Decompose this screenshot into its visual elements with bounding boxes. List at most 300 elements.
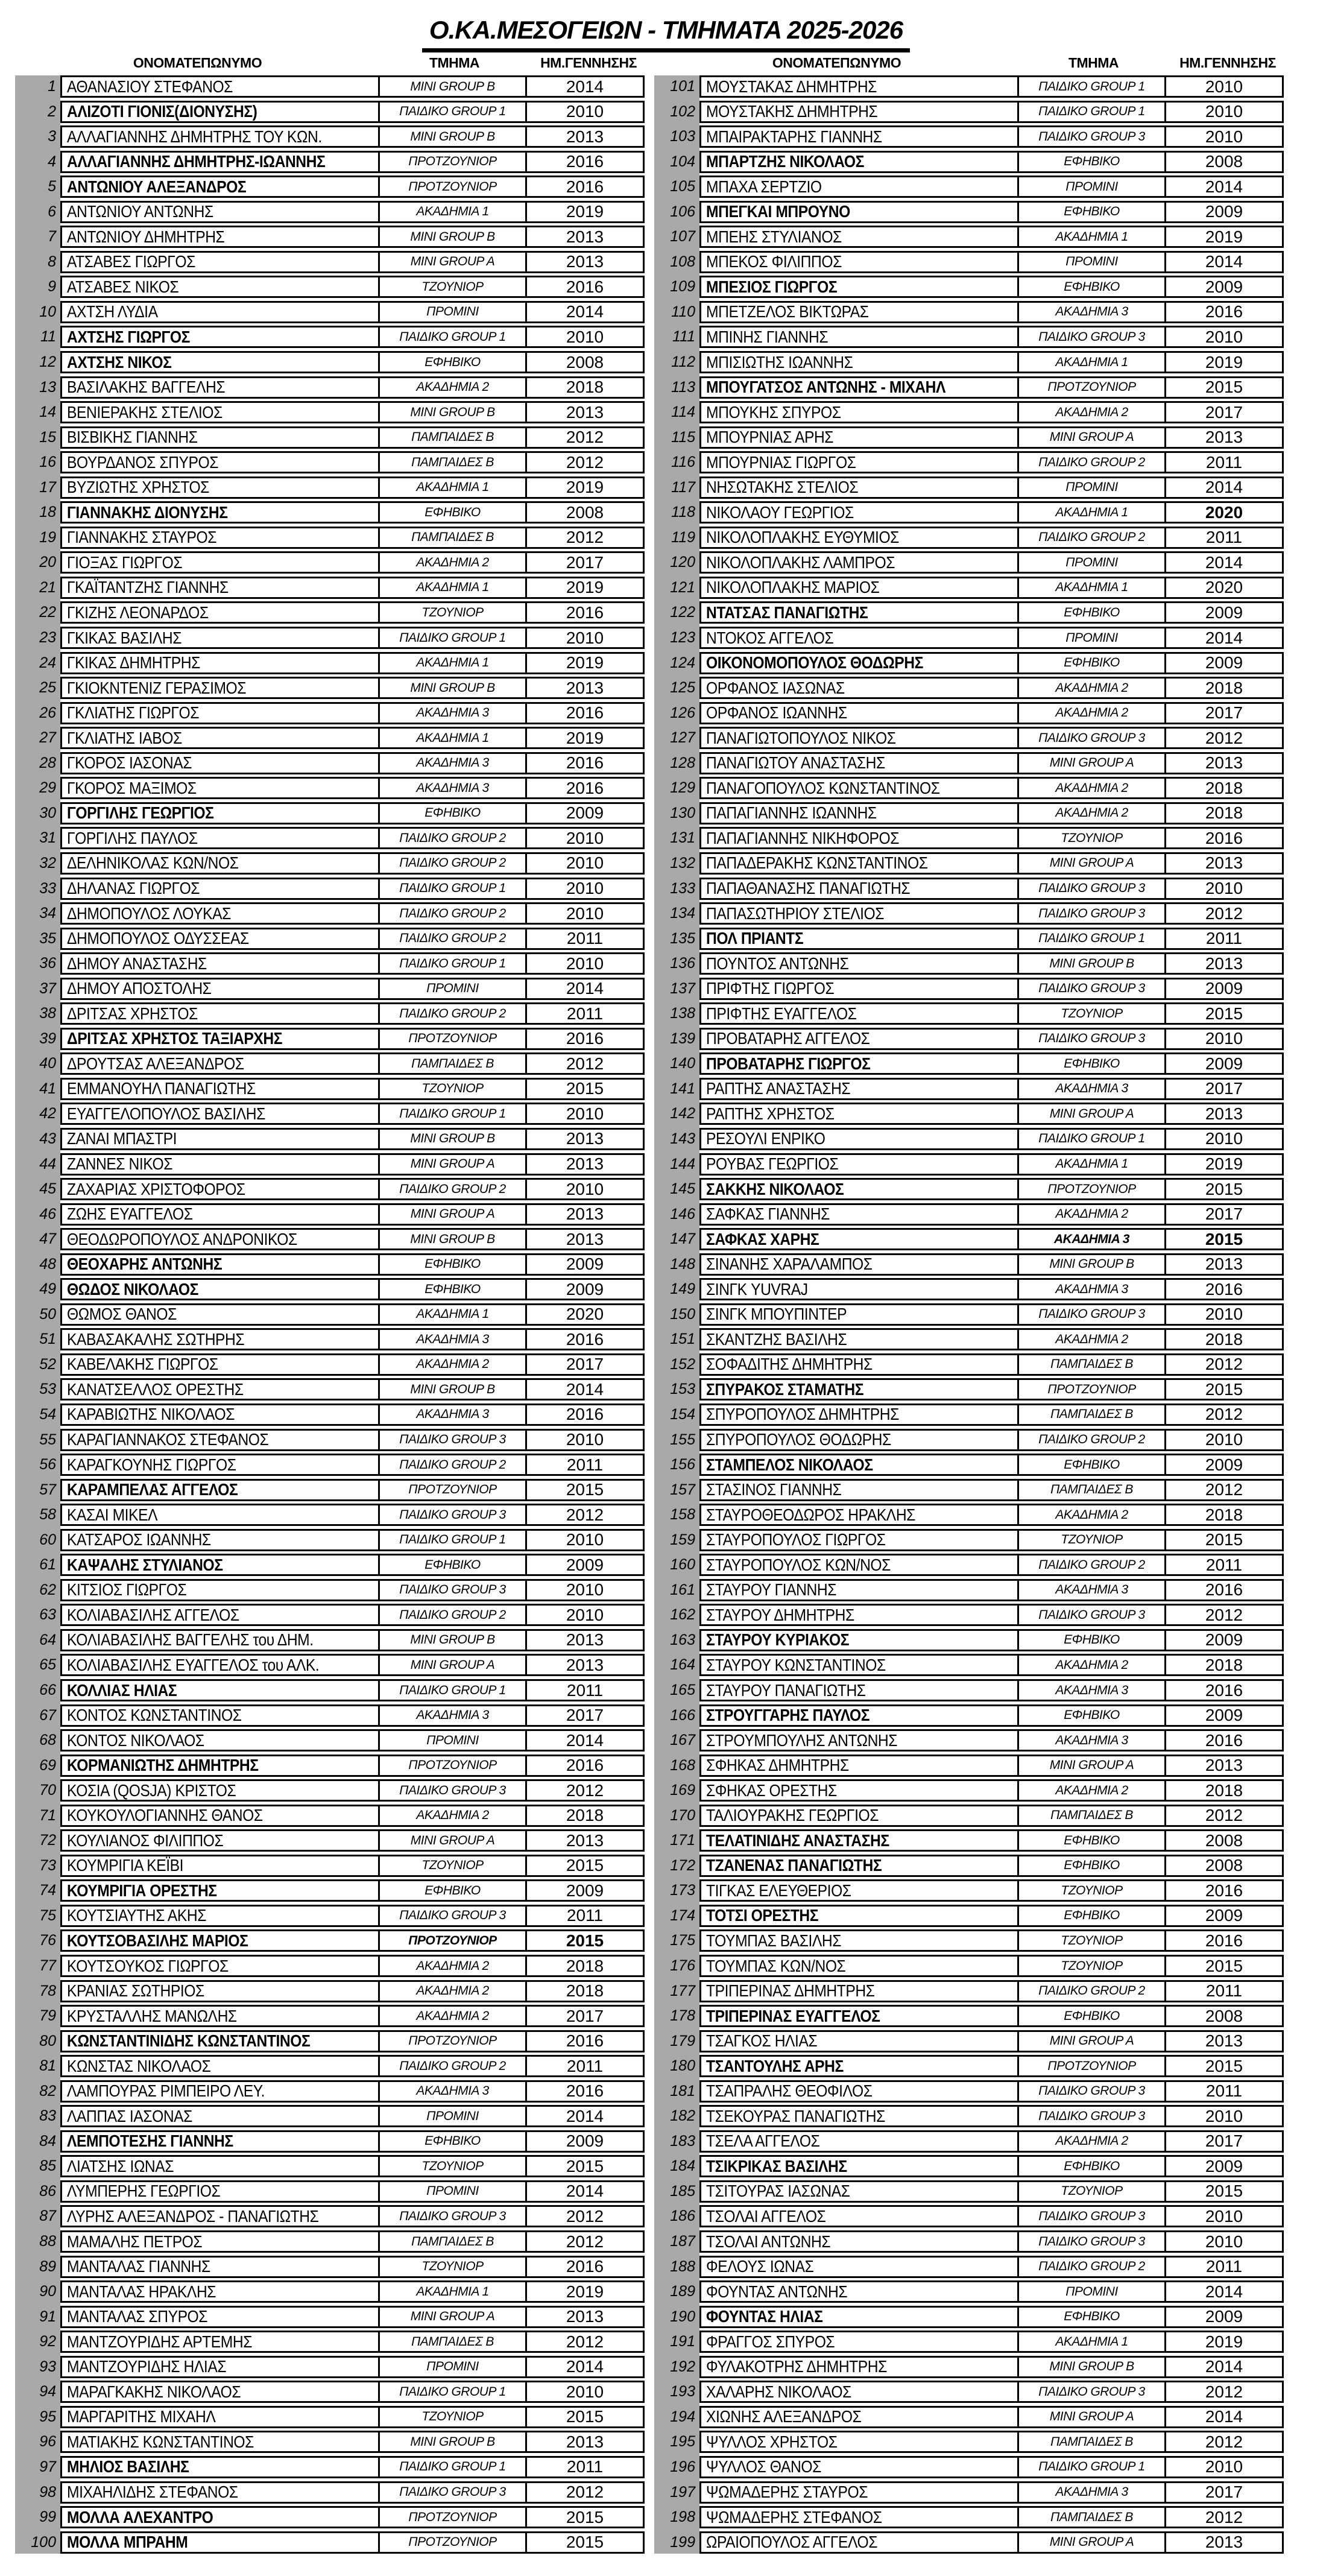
row-number: 169 xyxy=(670,1782,695,1799)
group-cell: ΠΡΟΤΖΟΥΝΙΟΡ xyxy=(378,1755,527,1777)
group-cell: MINI GROUP B xyxy=(378,125,527,148)
group-cell: ΑΚΑΔΗΜΙΑ 2 xyxy=(1017,802,1166,824)
player-name: ΛΥΜΠΕΡΗΣ ΓΕΩΡΓΙΟΣ xyxy=(60,2180,380,2203)
birth-year-cell: 2009 xyxy=(1164,1629,1284,1651)
group-cell: ΠΑΙΔΙΚΟ GROUP 3 xyxy=(378,1579,527,1601)
table-row xyxy=(15,2105,648,2127)
group-cell: ΠΑΜΠΑΙΔΕΣ Β xyxy=(1017,1805,1166,1827)
birth-year-cell: 2016 xyxy=(1164,1679,1284,1701)
table-row xyxy=(15,2356,648,2378)
player-name: ΘΩΜΟΣ ΘΑΝΟΣ xyxy=(60,1303,380,1326)
table-row xyxy=(654,1955,1287,1977)
row-number: 31 xyxy=(39,829,56,847)
player-name: ΟΡΦΑΝΟΣ ΙΑΣΩΝΑΣ xyxy=(699,677,1019,699)
player-name: ΔΕΛΗΝΙΚΟΛΑΣ ΚΩΝ/ΝΟΣ xyxy=(60,852,380,875)
row-number: 156 xyxy=(670,1456,695,1473)
group-cell: ΑΚΑΔΗΜΙΑ 3 xyxy=(378,702,527,724)
player-name: ΠΑΠΑΘΑΝΑΣΗΣ ΠΑΝΑΓΙΩΤΗΣ xyxy=(699,878,1019,900)
table-row xyxy=(654,2306,1287,2328)
player-name: ΑΛΛΑΓΙΑΝΝΗΣ ΔΗΜΗΤΡΗΣ-ΙΩΑΝΝΗΣ xyxy=(60,151,380,173)
player-name: ΣΑΦΚΑΣ ΓΙΑΝΝΗΣ xyxy=(699,1203,1019,1226)
group-cell: ΠΑΙΔΙΚΟ GROUP 2 xyxy=(1017,451,1166,473)
row-number: 122 xyxy=(670,604,695,621)
birth-year-cell: 2010 xyxy=(525,101,645,123)
birth-year-cell: 2013 xyxy=(525,677,645,699)
player-name: ΚΡΥΣΤΑΛΛΗΣ ΜΑΝΩΛΗΣ xyxy=(60,2005,380,2027)
row-number: 191 xyxy=(670,2333,695,2350)
player-name: ΣΙΝΑΝΗΣ ΧΑΡΑΛΑΜΠΟΣ xyxy=(699,1253,1019,1276)
row-number: 108 xyxy=(670,253,695,270)
group-cell: ΠΑΙΔΙΚΟ GROUP 3 xyxy=(378,1779,527,1802)
group-cell: ΠΑΙΔΙΚΟ GROUP 1 xyxy=(1017,928,1166,950)
player-name: ΨΥΛΛΟΣ ΘΑΝΟΣ xyxy=(699,2456,1019,2478)
row-number: 60 xyxy=(39,1531,56,1548)
row-number: 30 xyxy=(39,804,56,821)
column-header-name: ΟΝΟΜΑΤΕΠΩΝΥΜΟ xyxy=(772,54,901,71)
group-cell: ΠΡΟΜΙΝΙ xyxy=(378,2105,527,2127)
player-name: ΛΑΜΠΟΥΡΑΣ ΡΙΜΠΕΙΡΟ ΛΕΥ. xyxy=(60,2080,380,2103)
birth-year-cell: 2015 xyxy=(1164,1955,1284,1977)
row-number: 126 xyxy=(670,704,695,721)
row-number: 77 xyxy=(39,1957,56,1975)
table-row xyxy=(654,577,1287,599)
birth-year-cell: 2013 xyxy=(1164,1755,1284,1777)
player-name: ΚΟΝΤΟΣ ΚΩΝΣΤΑΝΤΙΝΟΣ xyxy=(60,1704,380,1727)
birth-year-cell: 2017 xyxy=(1164,1203,1284,1226)
table-row xyxy=(15,1278,648,1300)
row-number: 53 xyxy=(39,1381,56,1398)
group-cell: ΑΚΑΔΗΜΙΑ 2 xyxy=(378,1980,527,2002)
group-cell: ΕΦΗΒΙΚΟ xyxy=(1017,1704,1166,1727)
table-row xyxy=(15,1178,648,1200)
group-cell: MINI GROUP B xyxy=(378,1128,527,1150)
player-name: ΦΕΛΟΥΣ ΙΩΝΑΣ xyxy=(699,2256,1019,2278)
row-number: 5 xyxy=(48,178,56,195)
group-cell: ΑΚΑΔΗΜΙΑ 3 xyxy=(1017,1729,1166,1752)
group-cell: ΕΦΗΒΙΚΟ xyxy=(378,1278,527,1300)
group-cell: ΠΑΜΠΑΙΔΕΣ Β xyxy=(378,2230,527,2253)
row-number: 84 xyxy=(39,2132,56,2150)
group-cell: ΑΚΑΔΗΜΙΑ 2 xyxy=(1017,1779,1166,1802)
birth-year-cell: 2015 xyxy=(1164,1178,1284,1200)
table-row xyxy=(654,2055,1287,2077)
row-number: 29 xyxy=(39,779,56,797)
player-name: ΣΙΝΓΚ YUVRAJ xyxy=(699,1278,1019,1300)
row-number: 22 xyxy=(39,604,56,621)
group-cell: ΑΚΑΔΗΜΙΑ 3 xyxy=(1017,1278,1166,1300)
group-cell: MINI GROUP A xyxy=(1017,852,1166,875)
group-cell: ΤΖΟΥΝΙΟΡ xyxy=(378,2256,527,2278)
row-number: 136 xyxy=(670,955,695,972)
group-cell: ΑΚΑΔΗΜΙΑ 1 xyxy=(378,652,527,674)
player-name: ΜΠΕΤΖΕΛΟΣ ΒΙΚΤΩΡΑΣ xyxy=(699,301,1019,323)
row-number: 66 xyxy=(39,1682,56,1698)
player-name: ΑΛΛΑΓΙΑΝΝΗΣ ΔΗΜΗΤΡΗΣ ΤΟΥ ΚΩΝ. xyxy=(60,125,380,148)
player-name: ΕΥΑΓΓΕΛΟΠΟΥΛΟΣ ΒΑΣΙΛΗΣ xyxy=(60,1103,380,1125)
birth-year-cell: 2010 xyxy=(1164,1128,1284,1150)
birth-year-cell: 2010 xyxy=(525,902,645,925)
player-name: ΣΑΚΚΗΣ ΝΙΚΟΛΑΟΣ xyxy=(699,1178,1019,1200)
player-name: ΚΑΒΑΣΑΚΑΛΗΣ ΣΩΤΗΡΗΣ xyxy=(60,1328,380,1350)
row-number: 83 xyxy=(39,2107,56,2125)
row-number: 185 xyxy=(670,2182,695,2200)
birth-year-cell: 2018 xyxy=(1164,1328,1284,1350)
table-row xyxy=(654,1052,1287,1075)
birth-year-cell: 2010 xyxy=(1164,1429,1284,1451)
birth-year-cell: 2017 xyxy=(525,551,645,574)
row-number: 79 xyxy=(39,2007,56,2025)
table-row xyxy=(654,75,1287,98)
player-name: ΘΕΟΔΩΡΟΠΟΥΛΟΣ ΑΝΔΡΟΝΙΚΟΣ xyxy=(60,1228,380,1250)
player-name: ΔΗΜΟΥ ΑΠΟΣΤΟΛΗΣ xyxy=(60,978,380,1000)
row-number: 163 xyxy=(670,1631,695,1648)
player-name: ΑΧΤΣΗΣ ΓΙΩΡΓΟΣ xyxy=(60,326,380,348)
player-name: ΡΟΥΒΑΣ ΓΕΩΡΓΙΟΣ xyxy=(699,1153,1019,1176)
player-name: ΣΤΡΟΥΓΓΑΡΗΣ ΠΑΥΛΟΣ xyxy=(699,1704,1019,1727)
group-cell: ΑΚΑΔΗΜΙΑ 1 xyxy=(1017,1153,1166,1176)
row-number: 128 xyxy=(670,754,695,771)
player-name: ΤΟΤΣΙ ΟΡΕΣΤΗΣ xyxy=(699,1905,1019,1927)
player-name: ΒΙΣΒΙΚΗΣ ΓΙΑΝΝΗΣ xyxy=(60,426,380,449)
group-cell: ΠΑΙΔΙΚΟ GROUP 2 xyxy=(378,1178,527,1200)
table-row xyxy=(15,1855,648,1877)
player-name: ΜΑΝΤΑΛΑΣ ΗΡΑΚΛΗΣ xyxy=(60,2280,380,2303)
table-row xyxy=(15,1328,648,1350)
column-header-group: ΤΜΗΜΑ xyxy=(429,54,480,71)
group-cell: ΠΑΙΔΙΚΟ GROUP 3 xyxy=(1017,902,1166,925)
table-row xyxy=(15,527,648,549)
group-cell: ΕΦΗΒΙΚΟ xyxy=(1017,2155,1166,2177)
birth-year-cell: 2014 xyxy=(525,75,645,98)
table-row xyxy=(654,1128,1287,1150)
group-cell: ΕΦΗΒΙΚΟ xyxy=(1017,151,1166,173)
birth-year-cell: 2019 xyxy=(525,577,645,599)
table-row xyxy=(654,1002,1287,1025)
table-row xyxy=(15,75,648,98)
player-name: ΠΑΝΑΓΙΩΤΟΥ ΑΝΑΣΤΑΣΗΣ xyxy=(699,752,1019,774)
row-number: 80 xyxy=(39,2032,56,2049)
birth-year-cell: 2017 xyxy=(525,2005,645,2027)
table-row xyxy=(654,802,1287,824)
birth-year-cell: 2010 xyxy=(1164,101,1284,123)
group-cell: ΠΡΟΤΖΟΥΝΙΟΡ xyxy=(378,1028,527,1050)
player-name: ΝΤΑΤΣΑΣ ΠΑΝΑΓΙΩΤΗΣ xyxy=(699,601,1019,624)
row-number: 110 xyxy=(671,303,695,320)
group-cell: ΑΚΑΔΗΜΙΑ 3 xyxy=(378,1704,527,1727)
birth-year-cell: 2018 xyxy=(1164,1504,1284,1526)
birth-year-cell: 2010 xyxy=(1164,75,1284,98)
group-cell: ΠΡΟΜΙΝΙ xyxy=(378,978,527,1000)
table-row xyxy=(654,2331,1287,2353)
group-cell: ΠΡΟΜΙΝΙ xyxy=(1017,2280,1166,2303)
birth-year-cell: 2008 xyxy=(525,501,645,524)
row-number: 33 xyxy=(39,879,56,897)
row-number: 109 xyxy=(670,278,695,296)
row-number: 41 xyxy=(39,1080,56,1097)
group-cell: MINI GROUP A xyxy=(378,1203,527,1226)
player-name: ΕΜΜΑΝΟΥΗΛ ΠΑΝΑΓΙΩΤΗΣ xyxy=(60,1078,380,1100)
player-name: ΣΦΗΚΑΣ ΔΗΜΗΤΡΗΣ xyxy=(699,1755,1019,1777)
column-header-birth: ΗΜ.ΓΕΝΝΗΣΗΣ xyxy=(540,54,637,71)
row-number: 160 xyxy=(670,1556,695,1574)
table-row xyxy=(654,1178,1287,1200)
row-number: 129 xyxy=(670,779,695,797)
column-header-name: ΟΝΟΜΑΤΕΠΩΝΥΜΟ xyxy=(133,54,262,71)
birth-year-cell: 2012 xyxy=(525,2331,645,2353)
birth-year-cell: 2013 xyxy=(525,2431,645,2453)
group-cell: ΑΚΑΔΗΜΙΑ 3 xyxy=(378,1328,527,1350)
birth-year-cell: 2010 xyxy=(1164,2456,1284,2478)
birth-year-cell: 2014 xyxy=(1164,476,1284,499)
group-cell: ΑΚΑΔΗΜΙΑ 3 xyxy=(1017,1228,1166,1250)
row-number: 11 xyxy=(40,328,56,346)
birth-year-cell: 2010 xyxy=(525,1604,645,1626)
group-cell: MINI GROUP B xyxy=(378,75,527,98)
player-name: ΦΡΑΓΓΟΣ ΣΠΥΡΟΣ xyxy=(699,2331,1019,2353)
row-number: 170 xyxy=(670,1806,695,1824)
group-cell: ΠΑΙΔΙΚΟ GROUP 2 xyxy=(1017,1980,1166,2002)
table-row xyxy=(15,1879,648,1902)
player-name: ΣΤΑΥΡΟΘΕΟΔΩΡΟΣ ΗΡΑΚΛΗΣ xyxy=(699,1504,1019,1526)
row-number: 158 xyxy=(670,1506,695,1524)
birth-year-cell: 2015 xyxy=(1164,2180,1284,2203)
row-number: 63 xyxy=(39,1606,56,1624)
table-row xyxy=(654,1905,1287,1927)
table-row xyxy=(15,627,648,649)
birth-year-cell: 2015 xyxy=(525,1479,645,1501)
group-cell: ΠΡΟΤΖΟΥΝΙΟΡ xyxy=(378,1479,527,1501)
group-cell: MINI GROUP A xyxy=(1017,1103,1166,1125)
player-name: ΜΗΛΙΟΣ ΒΑΣΙΛΗΣ xyxy=(60,2456,380,2478)
table-row xyxy=(654,1779,1287,1802)
row-number: 25 xyxy=(39,679,56,697)
birth-year-cell: 2011 xyxy=(525,1905,645,1927)
row-number: 3 xyxy=(48,128,56,145)
birth-year-cell: 2010 xyxy=(525,952,645,975)
group-cell: ΑΚΑΔΗΜΙΑ 1 xyxy=(1017,2331,1166,2353)
row-number: 162 xyxy=(670,1606,695,1624)
table-row xyxy=(654,752,1287,774)
row-number: 106 xyxy=(670,203,695,220)
table-row xyxy=(15,1128,648,1150)
group-cell: ΠΑΙΔΙΚΟ GROUP 3 xyxy=(1017,1303,1166,1326)
player-name: ΡΕΣΟΥΛΙ ΕΝΡΙΚΟ xyxy=(699,1128,1019,1150)
player-name: ΡΑΠΤΗΣ ΑΝΑΣΤΑΣΗΣ xyxy=(699,1078,1019,1100)
row-number: 111 xyxy=(672,328,695,346)
player-name: ΣΠΥΡΟΠΟΥΛΟΣ ΔΗΜΗΤΡΗΣ xyxy=(699,1404,1019,1426)
birth-year-cell: 2009 xyxy=(525,1278,645,1300)
player-name: ΜΠΟΥΚΗΣ ΣΠΥΡΟΣ xyxy=(699,401,1019,423)
table-row xyxy=(654,2105,1287,2127)
group-cell: ΑΚΑΔΗΜΙΑ 3 xyxy=(1017,1579,1166,1601)
player-name: ΣΠΥΡΟΠΟΥΛΟΣ ΘΟΔΩΡΗΣ xyxy=(699,1429,1019,1451)
player-name: ΝΗΣΩΤΑΚΗΣ ΣΤΕΛΙΟΣ xyxy=(699,476,1019,499)
table-row xyxy=(15,1228,648,1250)
birth-year-cell: 2017 xyxy=(1164,2130,1284,2153)
table-row xyxy=(15,1554,648,1576)
player-name: ΣΤΑΥΡΟΠΟΥΛΟΣ ΓΙΩΡΓΟΣ xyxy=(699,1529,1019,1551)
group-cell: ΠΡΟΤΖΟΥΝΙΟΡ xyxy=(1017,1378,1166,1400)
row-number: 178 xyxy=(670,2007,695,2025)
row-number: 119 xyxy=(671,528,695,546)
birth-year-cell: 2010 xyxy=(525,1178,645,1200)
group-cell: ΠΑΙΔΙΚΟ GROUP 3 xyxy=(1017,1028,1166,1050)
table-row xyxy=(654,1278,1287,1300)
player-name: ΑΧΤΣΗΣ ΝΙΚΟΣ xyxy=(60,351,380,373)
table-row xyxy=(654,978,1287,1000)
birth-year-cell: 2014 xyxy=(1164,551,1284,574)
table-row xyxy=(15,351,648,373)
group-cell: ΑΚΑΔΗΜΙΑ 3 xyxy=(378,777,527,799)
row-number: 70 xyxy=(39,1782,56,1799)
row-number: 34 xyxy=(39,905,56,922)
birth-year-cell: 2013 xyxy=(1164,1103,1284,1125)
row-number: 73 xyxy=(39,1856,56,1874)
row-number: 47 xyxy=(39,1230,56,1248)
row-number: 90 xyxy=(39,2283,56,2300)
birth-year-cell: 2017 xyxy=(1164,702,1284,724)
group-cell: MINI GROUP B xyxy=(378,1629,527,1651)
player-name: ΣΤΑΥΡΟΥ ΠΑΝΑΓΙΩΤΗΣ xyxy=(699,1679,1019,1701)
row-number: 197 xyxy=(670,2483,695,2501)
birth-year-cell: 2011 xyxy=(525,1679,645,1701)
player-name: ΟΡΦΑΝΟΣ ΙΩΑΝΝΗΣ xyxy=(699,702,1019,724)
table-row xyxy=(15,2456,648,2478)
row-number: 189 xyxy=(670,2283,695,2300)
table-body-left xyxy=(15,75,648,2554)
player-name: ΤΣΟΛΑΙ ΑΓΓΕΛΟΣ xyxy=(699,2205,1019,2227)
birth-year-cell: 2009 xyxy=(525,1879,645,1902)
row-number: 145 xyxy=(670,1180,695,1198)
table-row xyxy=(654,1103,1287,1125)
table-row xyxy=(15,878,648,900)
player-name: ΠΟΥΝΤΟΣ ΑΝΤΩΝΗΣ xyxy=(699,952,1019,975)
table-row xyxy=(15,301,648,323)
player-name: ΔΗΜΟΥ ΑΝΑΣΤΑΣΗΣ xyxy=(60,952,380,975)
birth-year-cell: 2016 xyxy=(525,176,645,198)
player-name: ΚΟΝΤΟΣ ΝΙΚΟΛΑΟΣ xyxy=(60,1729,380,1752)
birth-year-cell: 2018 xyxy=(525,1980,645,2002)
table-row xyxy=(15,201,648,223)
birth-year-cell: 2010 xyxy=(525,1103,645,1125)
row-number: 94 xyxy=(39,2383,56,2400)
row-number: 95 xyxy=(39,2408,56,2425)
group-cell: MINI GROUP A xyxy=(1017,2030,1166,2052)
row-number: 188 xyxy=(670,2258,695,2275)
group-cell: ΕΦΗΒΙΚΟ xyxy=(378,802,527,824)
player-name: ΤΣΑΝΤΟΥΛΗΣ ΑΡΗΣ xyxy=(699,2055,1019,2077)
table-row xyxy=(15,777,648,799)
table-row xyxy=(654,251,1287,273)
birth-year-cell: 2019 xyxy=(525,2280,645,2303)
row-number: 100 xyxy=(31,2533,56,2551)
row-number: 55 xyxy=(39,1431,56,1448)
birth-year-cell: 2016 xyxy=(525,601,645,624)
birth-year-cell: 2016 xyxy=(525,777,645,799)
table-row xyxy=(15,1303,648,1326)
row-number: 68 xyxy=(39,1732,56,1749)
table-row xyxy=(654,2205,1287,2227)
table-row xyxy=(654,2080,1287,2103)
birth-year-cell: 2013 xyxy=(525,1654,645,1676)
birth-year-cell: 2013 xyxy=(1164,2030,1284,2052)
row-number: 168 xyxy=(670,1756,695,1774)
player-name: ΜΑΝΤΑΛΑΣ ΣΠΥΡΟΣ xyxy=(60,2306,380,2328)
birth-year-cell: 2014 xyxy=(1164,176,1284,198)
group-cell: ΠΑΙΔΙΚΟ GROUP 2 xyxy=(1017,1429,1166,1451)
table-row xyxy=(654,2481,1287,2504)
player-name: ΚΑΨΑΛΗΣ ΣΤΥΛΙΑΝΟΣ xyxy=(60,1554,380,1576)
player-name: ΚΑΣΑΙ ΜΙΚΕΛ xyxy=(60,1504,380,1526)
row-number: 92 xyxy=(39,2333,56,2350)
birth-year-cell: 2012 xyxy=(525,2481,645,2504)
birth-year-cell: 2009 xyxy=(1164,2306,1284,2328)
row-number: 86 xyxy=(39,2182,56,2200)
row-number: 101 xyxy=(670,78,695,95)
birth-year-cell: 2015 xyxy=(525,2531,645,2554)
player-name: ΤΣΑΠΡΑΛΗΣ ΘΕΟΦΙΛΟΣ xyxy=(699,2080,1019,2103)
birth-year-cell: 2016 xyxy=(1164,827,1284,849)
table-row xyxy=(654,1929,1287,1952)
player-name: ΝΤΟΚΟΣ ΑΓΓΕΛΟΣ xyxy=(699,627,1019,649)
birth-year-cell: 2013 xyxy=(1164,1253,1284,1276)
player-name: ΔΡΙΤΣΑΣ ΧΡΗΣΤΟΣ xyxy=(60,1002,380,1025)
birth-year-cell: 2012 xyxy=(1164,1604,1284,1626)
group-cell: ΑΚΑΔΗΜΙΑ 3 xyxy=(1017,1078,1166,1100)
birth-year-cell: 2009 xyxy=(525,2130,645,2153)
row-number: 143 xyxy=(670,1130,695,1147)
row-number: 117 xyxy=(671,478,695,496)
group-cell: ΠΑΙΔΙΚΟ GROUP 1 xyxy=(378,2456,527,2478)
row-number: 23 xyxy=(39,629,56,647)
row-number: 144 xyxy=(670,1155,695,1172)
player-name: ΡΑΠΤΗΣ ΧΡΗΣΤΟΣ xyxy=(699,1103,1019,1125)
player-name: ΜΠΕΣΙΟΣ ΓΙΩΡΓΟΣ xyxy=(699,276,1019,298)
player-name: ΤΡΙΠΕΡΙΝΑΣ ΕΥΑΓΓΕΛΟΣ xyxy=(699,2005,1019,2027)
row-number: 21 xyxy=(39,578,56,596)
birth-year-cell: 2008 xyxy=(1164,151,1284,173)
row-number: 161 xyxy=(670,1581,695,1598)
group-cell: ΠΑΜΠΑΙΔΕΣ Β xyxy=(1017,2506,1166,2528)
row-number: 19 xyxy=(39,528,56,546)
group-cell: ΕΦΗΒΙΚΟ xyxy=(1017,276,1166,298)
player-name: ΠΑΠΑΣΩΤΗΡΙΟΥ ΣΤΕΛΙΟΣ xyxy=(699,902,1019,925)
birth-year-cell: 2016 xyxy=(525,151,645,173)
player-name: ΑΤΣΑΒΕΣ ΝΙΚΟΣ xyxy=(60,276,380,298)
table-row xyxy=(654,376,1287,399)
table-row xyxy=(15,176,648,198)
table-row xyxy=(654,2030,1287,2052)
row-number: 36 xyxy=(39,955,56,972)
group-cell: ΕΦΗΒΙΚΟ xyxy=(1017,2306,1166,2328)
player-name: ΖΑΝΑΙ ΜΠΑΣΤΡΙ xyxy=(60,1128,380,1150)
group-cell: MINI GROUP A xyxy=(378,1654,527,1676)
player-name: ΔΡΟΥΤΣΑΣ ΑΛΕΞΑΝΔΡΟΣ xyxy=(60,1052,380,1075)
player-name: ΚΑΡΑΒΙΩΤΗΣ ΝΙΚΟΛΑΟΣ xyxy=(60,1404,380,1426)
birth-year-cell: 2011 xyxy=(525,1002,645,1025)
table-row xyxy=(15,1479,648,1501)
player-name: ΓΙΑΝΝΑΚΗΣ ΣΤΑΥΡΟΣ xyxy=(60,527,380,549)
row-number: 67 xyxy=(39,1706,56,1724)
player-name: ΜΠΟΥΓΑΤΣΟΣ ΑΝΤΩΝΗΣ - ΜΙΧΑΗΛ xyxy=(699,376,1019,399)
birth-year-cell: 2019 xyxy=(1164,351,1284,373)
row-number: 155 xyxy=(670,1431,695,1448)
table-header-row xyxy=(654,52,1287,74)
player-name: ΠΑΠΑΔΕΡΑΚΗΣ ΚΩΝΣΤΑΝΤΙΝΟΣ xyxy=(699,852,1019,875)
table-row xyxy=(15,1002,648,1025)
birth-year-cell: 2011 xyxy=(525,2456,645,2478)
birth-year-cell: 2014 xyxy=(525,2105,645,2127)
